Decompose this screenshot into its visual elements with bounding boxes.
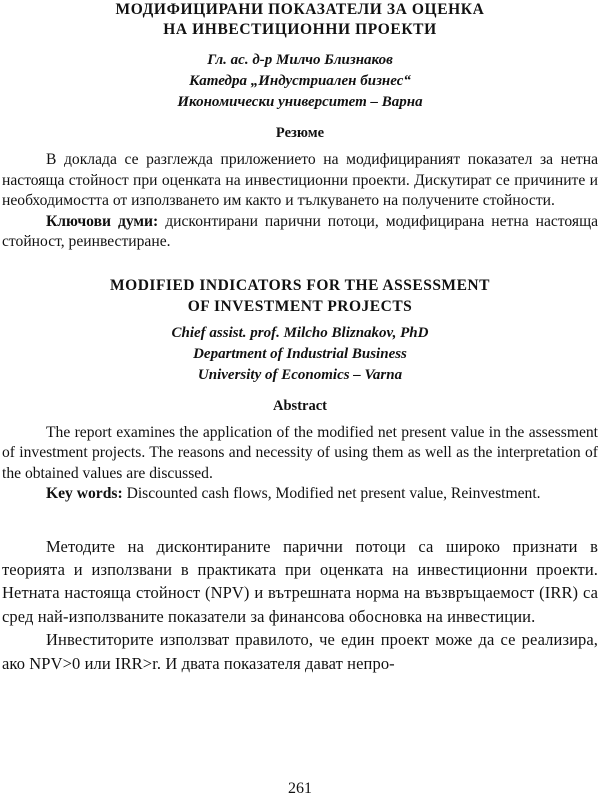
en-department: Department of Industrial Business	[193, 345, 407, 362]
abstract-heading: Abstract	[273, 397, 327, 414]
bg-author: Гл. ас. д-р Милчо Близнаков	[207, 52, 393, 68]
bg-title	[2, 0, 598, 40]
bg-keywords-label: Ключови думи:	[46, 212, 159, 230]
en-title	[2, 275, 598, 317]
en-author: Chief assist. prof. Milcho Bliznakov, PhD	[171, 324, 429, 341]
bg-title-line-2: НА ИНВЕСТИЦИОННИ ПРОЕКТИ	[163, 21, 437, 38]
en-keywords	[2, 484, 598, 505]
en-university: University of Economics – Varna	[197, 366, 403, 383]
en-author-block	[2, 323, 598, 386]
en-keywords-label: Key words:	[46, 485, 123, 502]
bg-department: Катедра „Индустриален бизнес“	[189, 73, 411, 89]
main-text	[2, 535, 598, 675]
bg-author-block	[2, 50, 598, 113]
en-keywords-text: Discounted cash flows, Modified net present value, Reinvestment.	[122, 485, 541, 502]
bg-keywords	[2, 212, 598, 253]
abstract-paragraph: The report examines the application of the modified net present value in the assessment of investment projects. The reasons and necessity of using them as well as the interpretation of the obtained values are discussed.	[2, 423, 598, 482]
summary-heading: Резюме	[275, 125, 325, 141]
bg-university: Икономически университет – Варна	[177, 94, 423, 110]
main-paragraph-2: Инвеститорите използват правилото, че един проект може да се реализира, ако NPV>0 или IRR>r. И двата показателя дават непро-	[2, 630, 598, 673]
bg-title-line-1: МОДИФИЦИРАНИ ПОКАЗАТЕЛИ ЗА ОЦЕНКА	[115, 1, 485, 18]
page-number: 261	[288, 780, 312, 797]
en-title-line-1: MODIFIED INDICATORS FOR THE ASSESSMENT	[110, 276, 490, 294]
en-title-line-2: OF INVESTMENT PROJECTS	[187, 297, 413, 315]
bg-keywords-text: дисконтирани парични потоци, модифицирана нетна настояща стойност, реинвестиране.	[2, 212, 598, 250]
main-paragraph-1: Методите на дисконтираните парични потоци са широко признати в теорията и използвани в практиката при оценката на инвестиционни проекти. Нетната настояща стойност (NPV) и вътрешната норма на възвръщаемост (IRR) са сред най-използваните показатели за финансова обосновка на инвестиции.	[2, 536, 598, 626]
summary-paragraph: В доклада се разглежда приложението на модифицираният показател за нетна настояща стойност при оценката на инвестиционни проекти. Дискутират се причините и необходимостта от използването им както и тълкуването на получените стойности.	[2, 151, 598, 209]
